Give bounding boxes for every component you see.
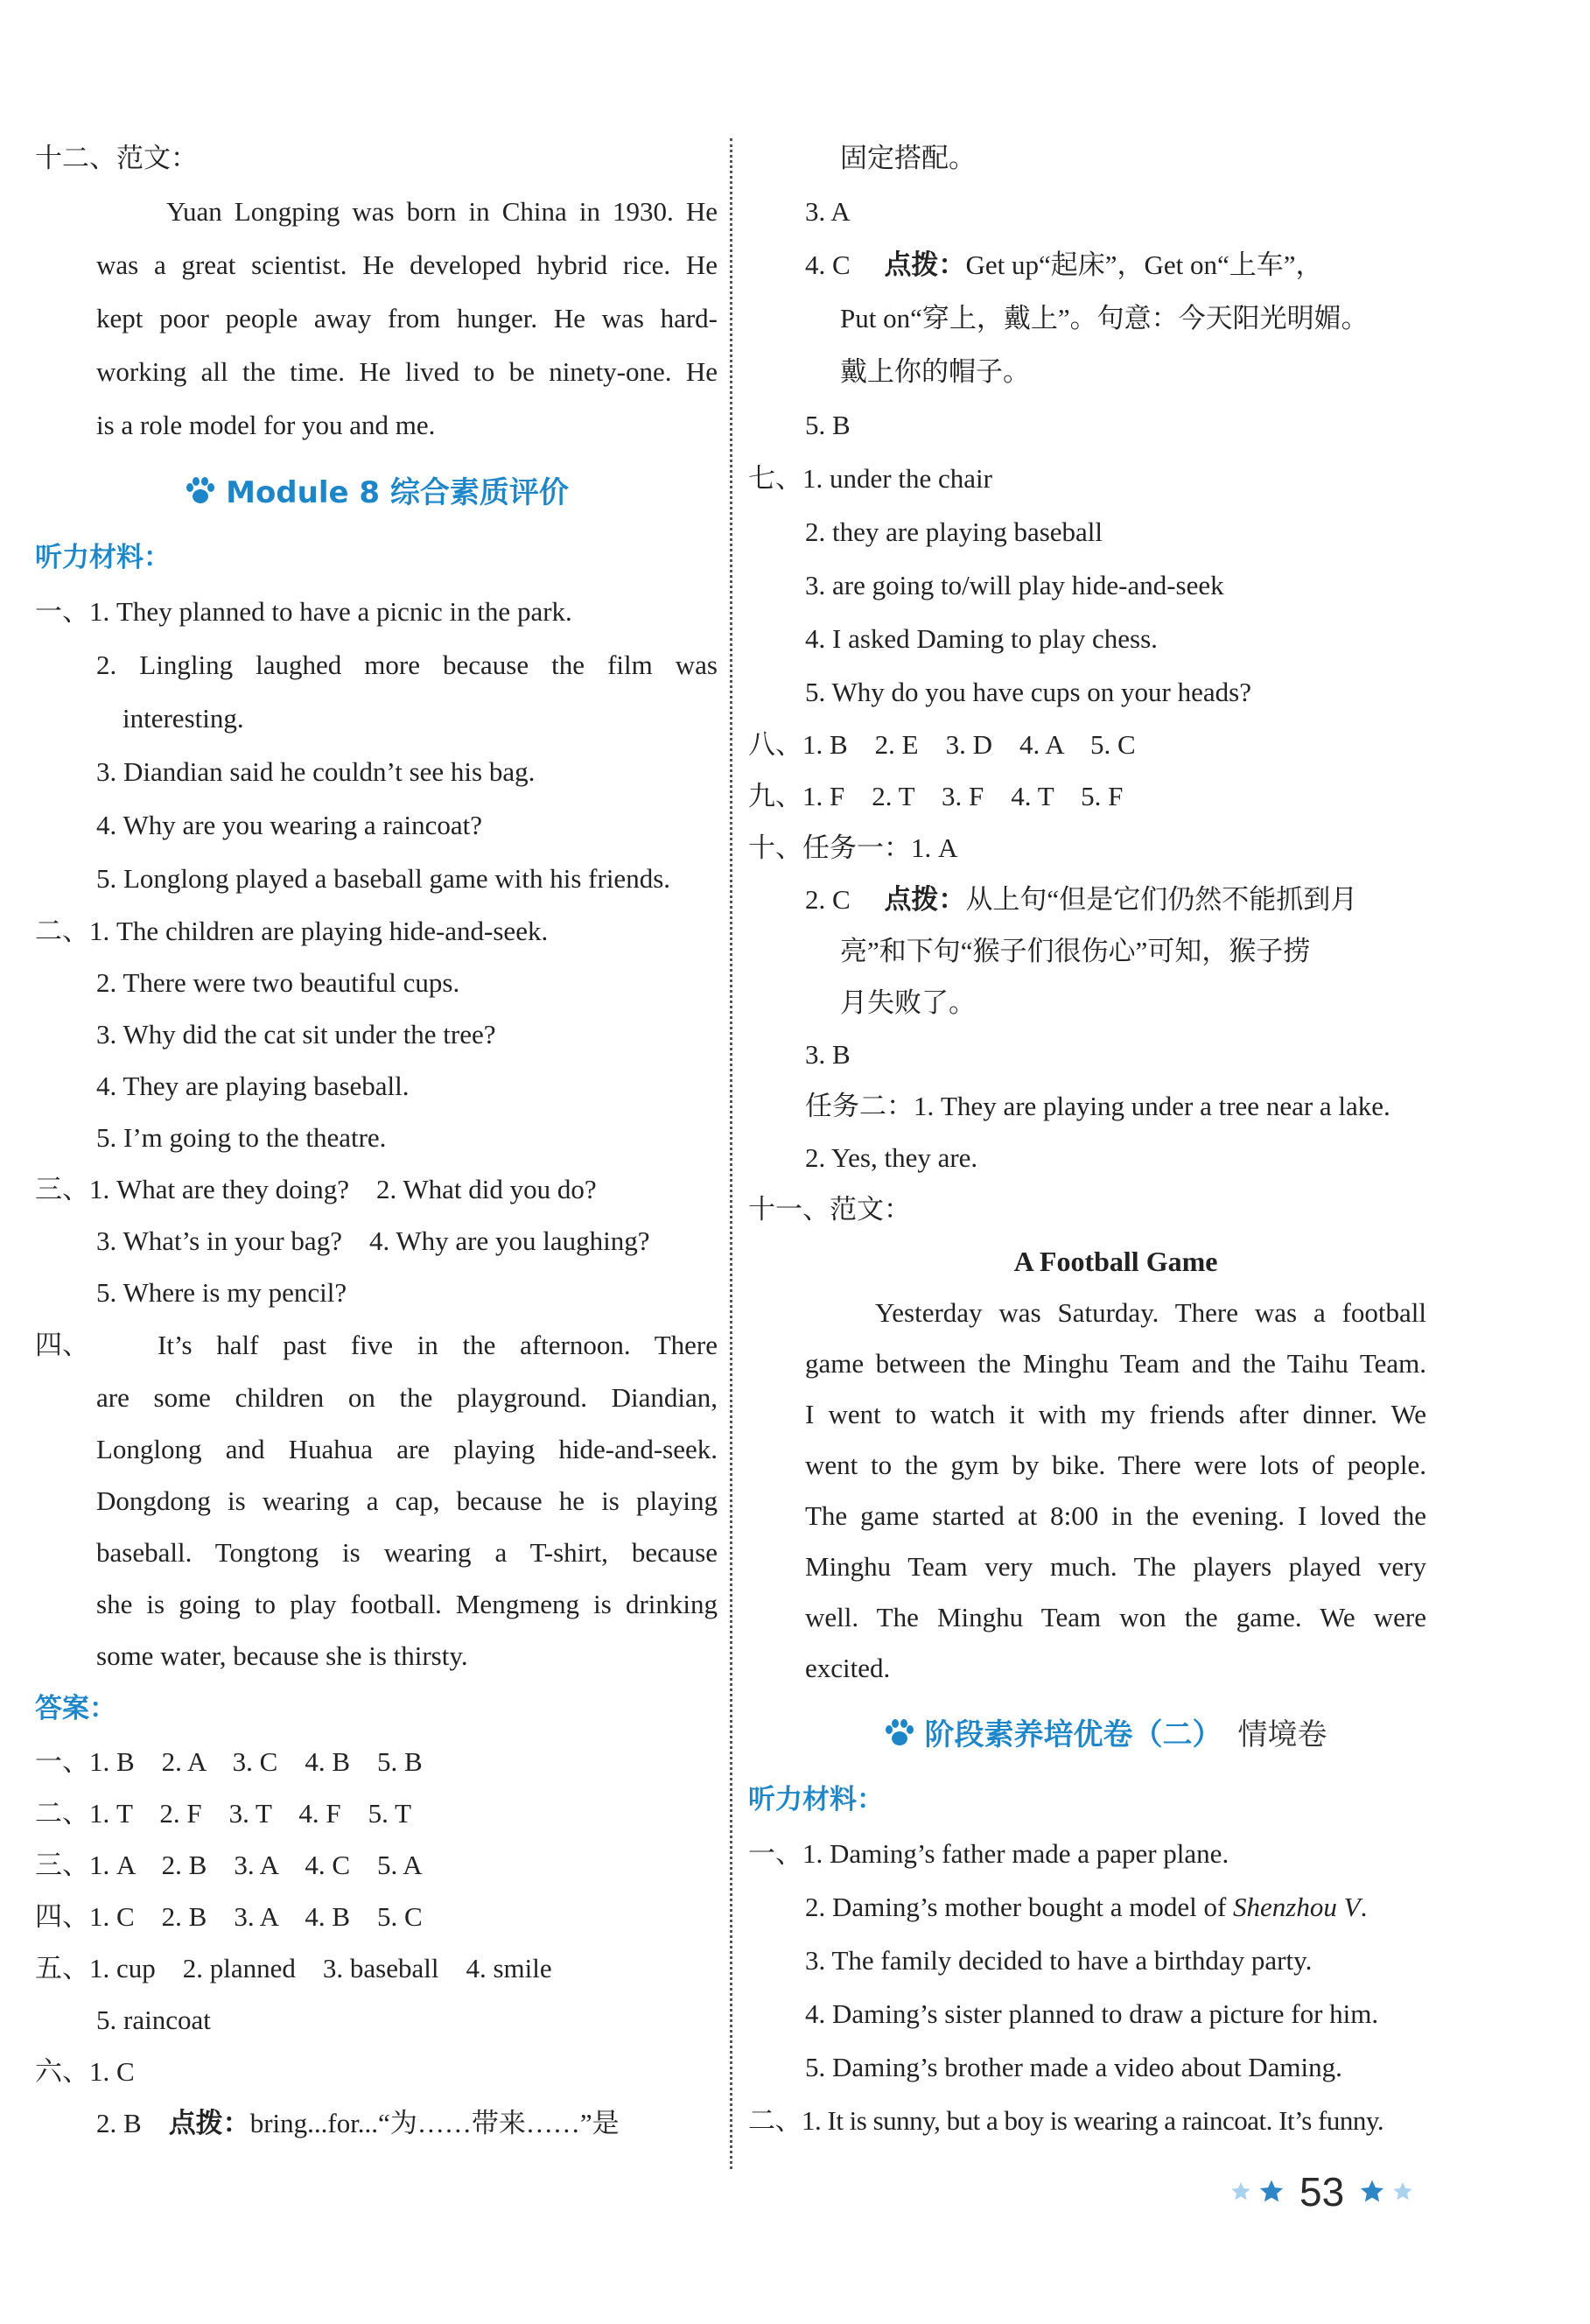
paw-icon: [184, 476, 217, 506]
listening-item: 3. Diandian said he couldn’t see his bag.: [96, 756, 536, 787]
page-number-block: [1229, 2166, 1431, 2218]
answer-row: 5. Why do you have cups on your heads?: [805, 677, 1251, 707]
listening-text: 2. Daming’s mother bought a model of: [805, 1892, 1234, 1922]
tip-label: 点拨：: [884, 249, 966, 280]
star-icon: [1358, 2178, 1386, 2206]
listening-item: 3. The family decided to have a birthday party.: [805, 1945, 1313, 1976]
answer-number: 4. C: [805, 249, 851, 280]
essay-title: A Football Game: [1013, 1246, 1218, 1277]
tip-text: Put on“穿上，戴上”。句意：今天阳光明媚。: [840, 303, 1369, 334]
answer-row: 九、1. F 2. T 3. F 4. T 5. F: [748, 781, 1124, 811]
tip-label: 点拨：: [168, 2108, 250, 2138]
essay-line: is a role model for you and me.: [96, 410, 436, 440]
tip-text: 戴上你的帽子。: [840, 356, 1030, 387]
passage-line: It’s half past five in the afternoon. There: [158, 1330, 718, 1360]
listening-item: 2. There were two beautiful cups.: [96, 967, 460, 998]
answer-row: [35, 2097, 718, 2149]
answer-row: 5. raincoat: [96, 2005, 211, 2035]
section-12-heading: 十二、范文：: [35, 143, 198, 173]
essay-line: was a great scientist. He developed hybrid rice. He: [96, 249, 718, 280]
answer-row: 七、1. under the chair: [748, 463, 992, 494]
stage-subtitle: 情境卷: [1237, 1717, 1327, 1752]
listening-item: 3. What’s in your bag? 4. Why are you laughing?: [96, 1225, 650, 1256]
tip-text: bring...for...“为……带来……”是: [249, 2108, 620, 2138]
passage-line: Longlong and Huahua are playing hide-and-seek.: [96, 1434, 718, 1464]
essay-line: kept poor people away from hunger. He was hard-: [96, 303, 718, 334]
answer-row: 十、任务一：1. A: [748, 832, 958, 863]
answer-row: 3. A: [805, 196, 851, 227]
answer-row: [748, 238, 1426, 291]
tip-label: 点拨：: [884, 884, 966, 915]
section-4-heading: 四、: [35, 1330, 89, 1360]
essay-line: went to the gym by bike. There were lots of people.: [805, 1450, 1426, 1480]
tip-text: Get up“起床”，Get on“上车”，: [965, 249, 1323, 280]
tip-continued: 固定搭配。: [840, 143, 976, 173]
answer-row: 4. I asked Daming to play chess.: [805, 623, 1158, 654]
essay-line: well. The Minghu Team won the game. We were: [805, 1602, 1426, 1632]
stage-title-text: 阶段素养培优卷（二）: [924, 1717, 1222, 1752]
essay-line: working all the time. He lived to be ninety-one. He: [96, 356, 718, 387]
answer-row: 六、1. C: [35, 2056, 135, 2087]
listening-item: 一、1. Daming’s father made a paper plane.: [748, 1838, 1229, 1869]
essay-line: Yesterday was Saturday. There was a football: [875, 1297, 1426, 1328]
listening-item: [748, 1880, 1426, 1934]
answer-number: 2. C: [805, 884, 851, 915]
listening-item: interesting.: [123, 703, 244, 734]
answer-row: 八、1. B 2. E 3. D 4. A 5. C: [748, 729, 1136, 760]
essay-line: Minghu Team very much. The players played very: [805, 1551, 1426, 1582]
column-divider: [730, 138, 732, 2169]
listening-item: 3. Why did the cat sit under the tree?: [96, 1019, 496, 1050]
listening-item: 4. They are playing baseball.: [96, 1071, 410, 1101]
answer-row: 一、1. B 2. A 3. C 4. B 5. B: [35, 1746, 423, 1777]
essay-line: Yuan Longping was born in China in 1930. He: [166, 196, 718, 227]
paw-icon: [883, 1718, 916, 1748]
star-icon: [1391, 2180, 1414, 2203]
listening-item: 一、1. They planned to have a picnic in the park.: [35, 596, 572, 627]
passage-line: Dongdong is wearing a cap, because he is playing: [96, 1485, 718, 1516]
essay-line: I went to watch it with my friends after dinner. We: [805, 1399, 1426, 1429]
listening-label: 听力材料：: [35, 542, 171, 573]
listening-item: 二、1. The children are playing hide-and-seek.: [35, 916, 549, 946]
listening-item: 5. I’m going to the theatre.: [96, 1122, 387, 1153]
listening-item: 二、1. It is sunny, but a boy is wearing a raincoat. It’s funny.: [748, 2105, 1384, 2136]
right-column: [748, 131, 1426, 2147]
passage-line: baseball. Tongtong is wearing a T-shirt, because: [96, 1537, 718, 1568]
essay-line: excited.: [805, 1653, 891, 1683]
star-icon: [1229, 2180, 1252, 2203]
left-column: [35, 131, 718, 2149]
listening-item: 5. Where is my pencil?: [96, 1277, 347, 1308]
passage-line: some water, because she is thirsty.: [96, 1640, 468, 1671]
listening-label: 听力材料：: [748, 1784, 884, 1815]
listening-item: 2. Lingling laughed more because the film was: [96, 649, 718, 680]
listening-item: 4. Why are you wearing a raincoat?: [96, 810, 482, 840]
star-icon: [1257, 2178, 1285, 2206]
essay-line: game between the Minghu Team and the Taihu Team.: [805, 1348, 1426, 1379]
listening-item: 三、1. What are they doing? 2. What did you do?: [35, 1174, 597, 1204]
passage-line: are some children on the playground. Diandian,: [96, 1382, 718, 1413]
answer-row: 3. are going to/will play hide-and-seek: [805, 570, 1224, 600]
answer-row: 5. B: [805, 410, 851, 440]
page-number: 53: [1299, 2169, 1345, 2215]
answer-row: 五、1. cup 2. planned 3. baseball 4. smile: [35, 1953, 552, 1983]
answers-label: 答案：: [35, 1693, 116, 1724]
essay-line: The game started at 8:00 in the evening. I loved the: [805, 1500, 1426, 1531]
answer-row: 2. they are playing baseball: [805, 516, 1103, 547]
tip-text: 月失败了。: [840, 987, 976, 1018]
section-11-heading: 十一、范文：: [748, 1194, 911, 1225]
answer-row: 3. B: [805, 1039, 851, 1070]
tip-text: 从上句“但是它们仍然不能抓到月: [965, 884, 1358, 915]
passage-line: she is going to play football. Mengmeng is drinking: [96, 1589, 718, 1619]
listening-text: .: [1360, 1892, 1368, 1922]
stage-title: [748, 1701, 1426, 1769]
listening-item: 5. Daming’s brother made a video about Daming.: [805, 2052, 1342, 2082]
module-8-title: [35, 459, 718, 527]
answer-number: 2. B: [96, 2108, 142, 2138]
answer-row: 2. Yes, they are.: [805, 1142, 978, 1173]
answer-row: 四、1. C 2. B 3. A 4. B 5. C: [35, 1901, 423, 1932]
listening-text-italic: Shenzhou V: [1233, 1892, 1361, 1922]
module-8-title-text: Module 8 综合素质评价: [226, 475, 569, 510]
answer-row: 任务二：1. They are playing under a tree near a lake.: [805, 1091, 1390, 1121]
answer-row: [748, 874, 1426, 925]
listening-item: 4. Daming’s sister planned to draw a picture for him.: [805, 1998, 1379, 2029]
answer-row: 二、1. T 2. F 3. T 4. F 5. T: [35, 1798, 412, 1829]
listening-item: 5. Longlong played a baseball game with his friends.: [96, 863, 671, 894]
answer-row: 三、1. A 2. B 3. A 4. C 5. A: [35, 1850, 423, 1880]
tip-text: 亮”和下句“猴子们很伤心”可知，猴子捞: [840, 936, 1311, 966]
